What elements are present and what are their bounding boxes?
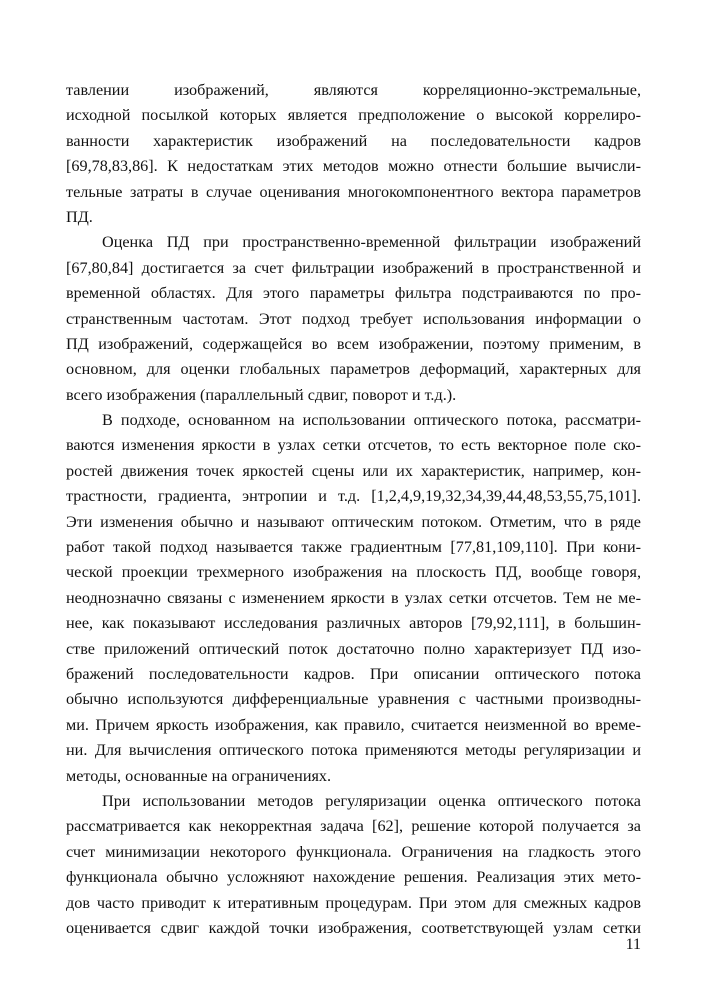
text-line: Эти изменения обычно и называют оптическим потоком. Отметим, что в ряде [66,512,641,531]
text-line: ванности характеристик изображений на последовательности кадров [66,131,641,150]
text-line: обычно используются дифференциальные уравнения с частными производны- [66,690,641,709]
text-line: счет минимизации некоторого функционала. Ограничения на гладкость этого [66,842,641,861]
text-line: [67,80,84] достигается за счет фильтрации изображений в пространственной и [66,258,641,277]
text-line: ваются изменения яркости в узлах сетки отсчетов, то есть векторное поле ско- [66,436,641,455]
text-line: ми. Причем яркость изображения, как правило, считается неизменной во време- [66,715,641,734]
text-line: странственным частотам. Этот подход требует использования информации о [66,309,641,328]
text-line: бражений последовательности кадров. При описании оптического потока [66,664,641,683]
text-line: стве приложений оптический поток достаточно полно характеризует ПД изо- [66,639,641,658]
body-text [66,78,641,941]
text-line: методы, основанные на ограничениях. [66,766,332,785]
text-line: исходной посылкой которых является предположение о высокой коррелиро- [66,106,641,125]
paragraph-4 [66,789,641,941]
text-line: рассматривается как некорректная задача [62], решение которой получается за [66,817,641,836]
text-line: ПД изображений, содержащейся во всем изображении, поэтому применим, в [66,334,641,353]
text-line: временной областях. Для этого параметры фильтра подстраиваются по про- [66,284,641,303]
text-line: всего изображения (параллельный сдвиг, поворот и т.д.). [66,385,457,404]
text-line: оценивается сдвиг каждой точки изображения, соответствующей узлам сетки [66,918,641,937]
text-line: В подходе, основанном на использовании оптического потока, рассматри- [102,411,641,430]
text-line: ческой проекции трехмерного изображения на плоскость ПД, вообще говоря, [66,563,641,582]
text-line: тельные затраты в случае оценивания многокомпонентного вектора параметров [66,182,641,201]
text-line: основном, для оценки глобальных параметров деформаций, характерных для [66,360,641,379]
text-line: функционала обычно усложняют нахождение решения. Реализация этих мето- [66,868,641,887]
paragraph-1 [66,78,641,230]
text-line: дов часто приводит к итеративным процедурам. При этом для смежных кадров [66,893,641,912]
page-number: 11 [625,936,641,953]
text-line: При использовании методов регуляризации оценка оптического потока [102,791,641,810]
text-line: ростей движения точек яркостей сцены или их характеристик, например, кон- [66,461,641,480]
paragraph-3 [66,408,641,789]
text-line: Оценка ПД при пространственно-временной фильтрации изображений [102,233,641,252]
text-line: трастности, градиента, энтропии и т.д. [1,2,4,9,19,32,34,39,44,48,53,55,75,101]. [66,487,641,506]
text-line: тавлении изображений, являются корреляционно-экстремальные, [66,81,641,99]
text-line: нее, как показывают исследования различных авторов [79,92,111], в большин- [66,614,641,633]
text-line: ни. Для вычисления оптического потока применяются методы регуляризации и [66,741,641,760]
text-line: [69,78,83,86]. К недостаткам этих методов можно отнести большие вычисли- [66,157,641,176]
text-line: работ такой подход называется также градиентным [77,81,109,110]. При кони- [66,538,641,557]
text-line: ПД. [66,207,93,226]
paragraph-2 [66,230,641,408]
text-line: неоднозначно связаны с изменением яркости в узлах сетки отсчетов. Тем не ме- [66,588,641,607]
